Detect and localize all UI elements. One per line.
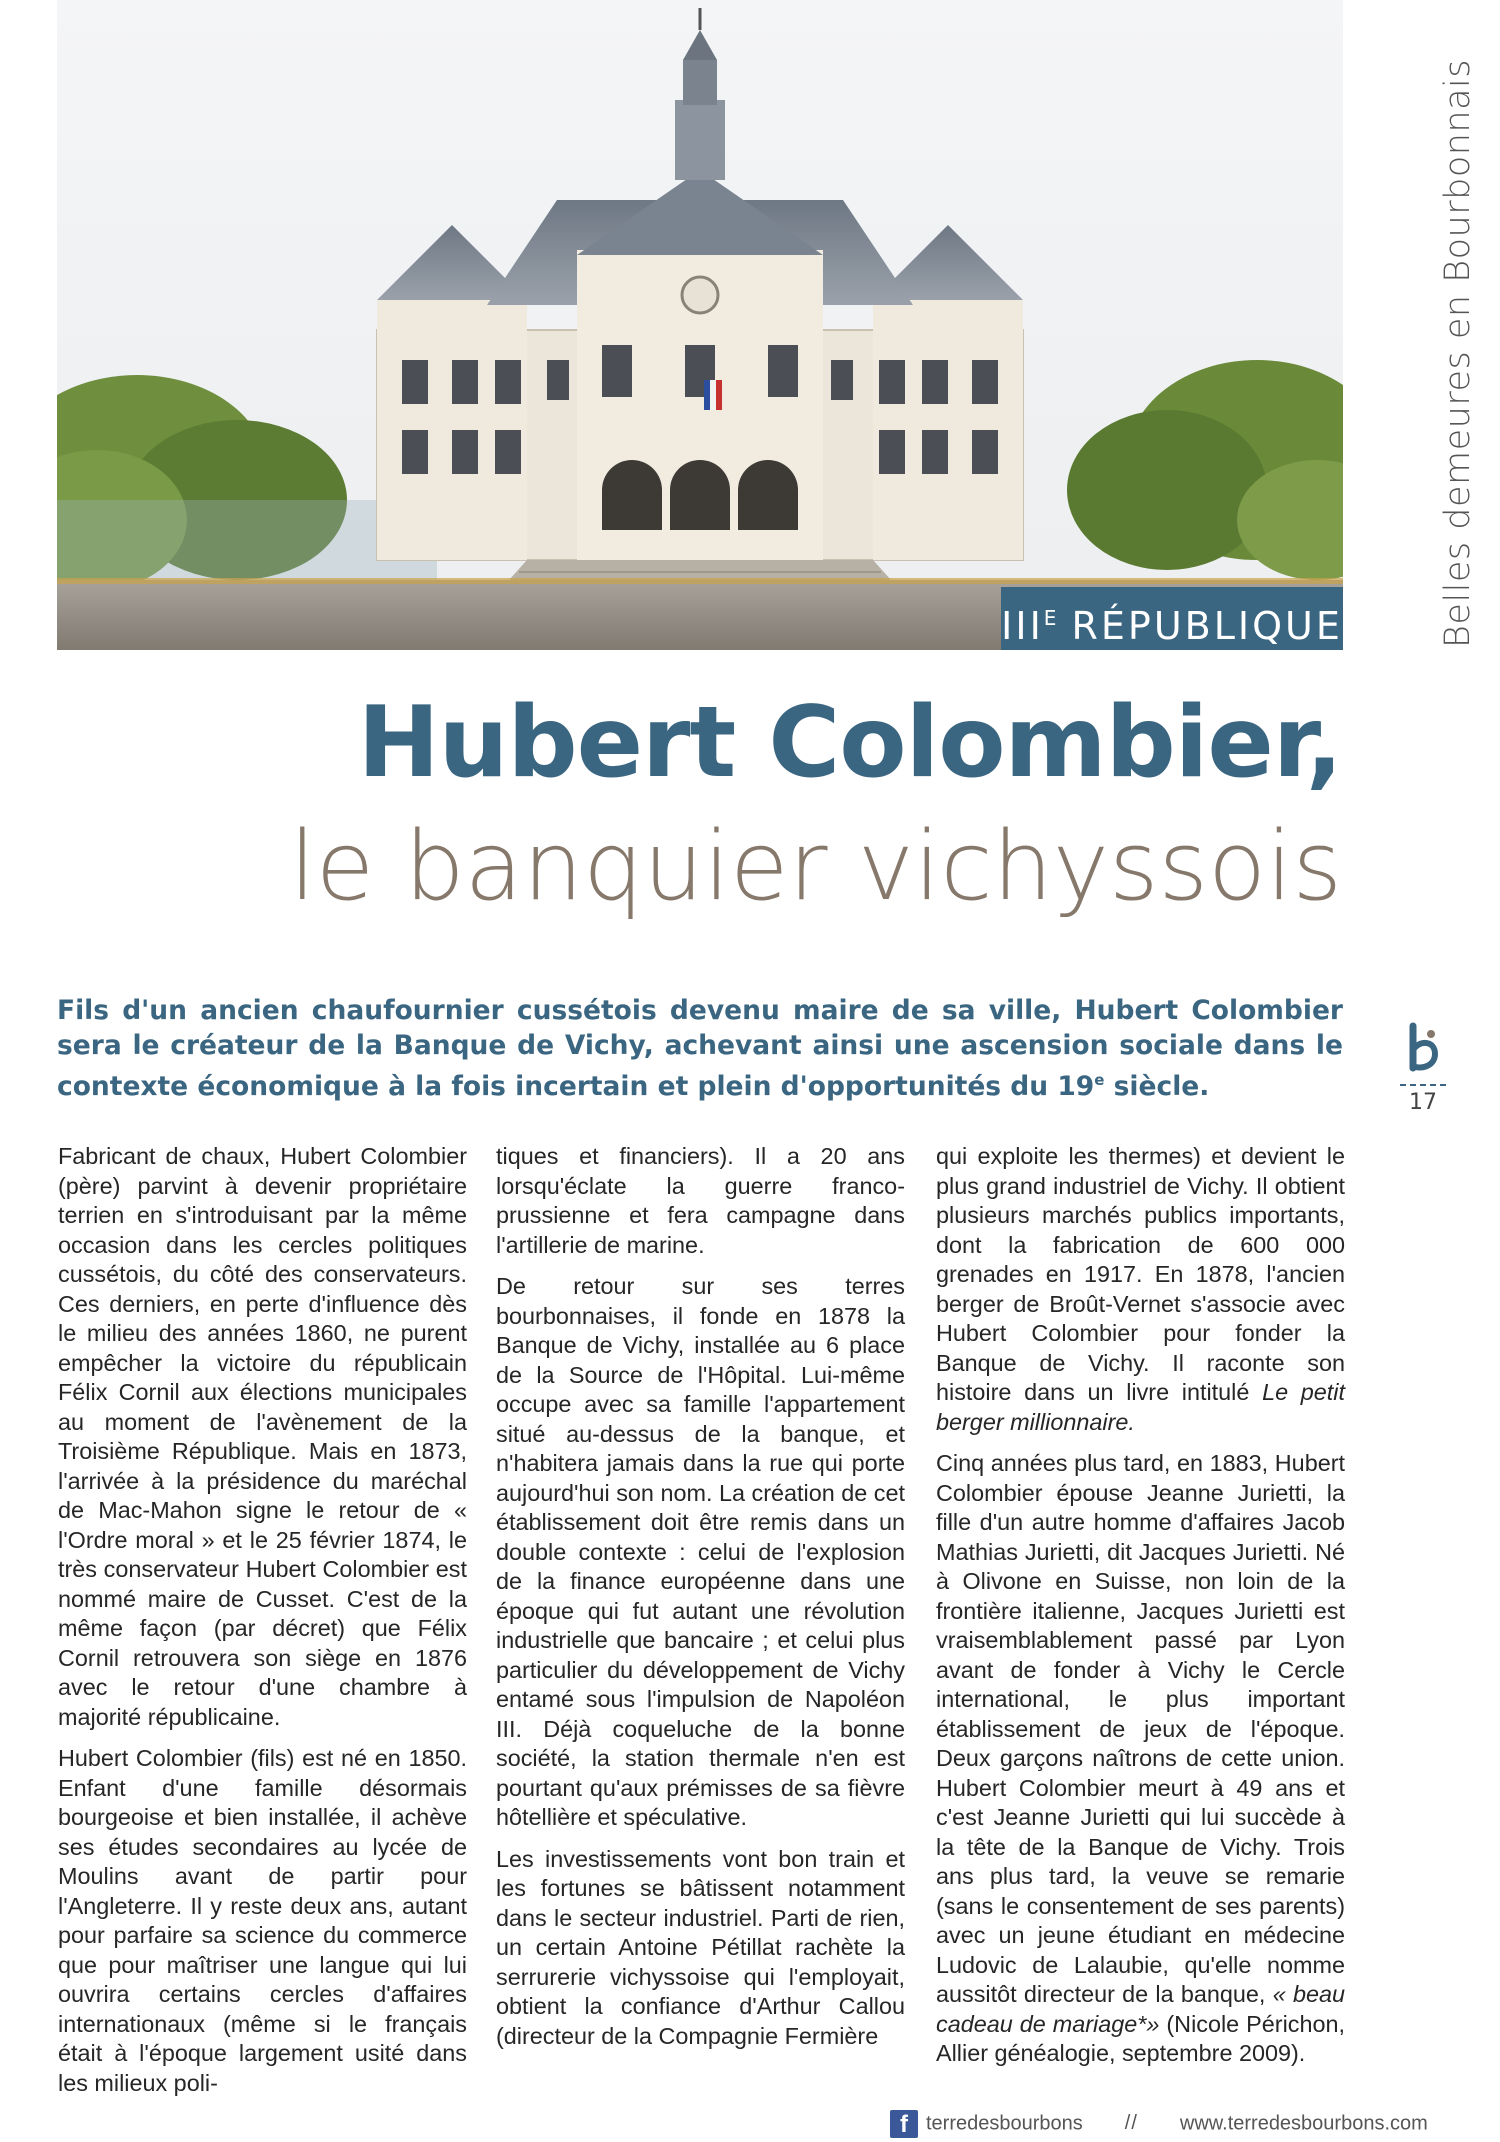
section-tag-suffix: RÉPUBLIQUE [1056,604,1343,648]
facebook-handle[interactable]: terredesbourbons [926,2112,1083,2135]
paragraph-text: Cinq années plus tard, en 1883, Hubert Colombier épouse Jeanne Jurietti, la fille d'un autre homme d'affaires Jacob Mathias Jurietti, dit Jacques Jurietti. Né à Olivone en Suisse, non loin de la frontière italienne, Jacques Jurietti est vraisemblablement passé par Lyon avant de fonder à Vichy le Cercle international, le plus important établissement de jeux de l'époque. Deux garçons naîtrons de cette union. Hubert Colombier meurt à 49 ans et c'est Jeanne Jurietti qui lui succède à la tête de la Banque de Vichy. Trois ans plus tard, la veuve se remarie (sans le consentement de ses parents) avec un jeune étudiant en médecine Ludovic de Lalaubie, qu'elle nomme aussitôt directeur de la banque, [936,1450,1345,2007]
column-3 [936,1142,1345,2081]
paragraph-text: qui exploite les thermes) et devient le plus grand industriel de Vichy. Il obtient plusieurs marchés publics importants, dont la fabrication de 600 000 grenades en 1917. En 1878, l'ancien berger de Broût-Vernet s'associe avec Hubert Colombier pour fonder la Banque de Vichy. Il raconte son histoire dans un livre intitulé [936,1143,1345,1405]
article-subtitle: le banquier vichyssois [289,812,1342,922]
lead-text-end: siècle. [1104,1070,1210,1102]
section-tag-prefix: III [1001,604,1044,648]
hero-photo-town-hall [57,0,1343,650]
page-badge [1398,1022,1448,1115]
book-title: Le petit berger millionnaire. [936,1379,1345,1435]
footer-separator: // [1124,2112,1138,2135]
lead-sup: e [1094,1071,1105,1089]
quote: « beau cadeau de mariage*» [936,1981,1345,2037]
badge-divider [1400,1084,1446,1086]
paragraph: Fabricant de chaux, Hubert Colombier (père) parvint à devenir propriétaire terrien en s'introduisant par la même occasion dans les cercles politiques cussétois, du côté des conservateurs. Ces derniers, en perte d'influence dès le milieu des années 1860, ne purent empêcher la victoire du républicain Félix Cornil aux élections municipales au moment de l'avènement de la Troisième République. Mais en 1873, l'arrivée à la présidence du maréchal de Mac-Mahon signe le retour de « l'Ordre moral » et le 25 février 1874, le très conservateur Hubert Colombier est nommé maire de Cusset. C'est de la même façon (par décret) que Félix Cornil retrouvera son siège en 1876 avec le retour d'une chambre à majorité républicaine. [58,1143,467,1730]
article-lead [57,993,1343,1104]
facebook-icon[interactable]: f [890,2110,918,2138]
magazine-logo-icon [1405,1022,1441,1074]
page-footer [890,2110,1428,2138]
citation: (Nicole Périchon, Allier généalogie, septembre 2009). [936,2010,1345,2066]
section-tag [1001,587,1343,650]
website-link[interactable]: www.terredesbourbons.com [1179,2112,1428,2135]
paragraph: Les investissements vont bon train et les fortunes se bâtissent notamment dans le secteur industriel. Parti de rien, un certain Antoine Pétillat rachète la serrurerie vichyssoise qui l'employait, obtient la confiance d'Arthur Callou (directeur de la Compagnie Fermière [496,1845,905,2049]
paragraph: Hubert Colombier (fils) est né en 1850. Enfant d'une famille désormais bourgeoise et bien installée, il achève ses études secondaires au lycée de Moulins avant de partir pour l'Angleterre. Il y reste deux ans, autant pour parfaire sa science du commerce que pour maîtriser une langue qui lui ouvrira certains cercles d'affaires internationaux (même si le français était à l'époque largement usité dans les milieux poli- [58,1745,467,2096]
magazine-rubric: Belles demeures en Bourbonnais [1438,58,1478,648]
column-1 [58,1142,467,2110]
paragraph: tiques et financiers). Il a 20 ans lorsqu'éclate la guerre franco-prussienne et fera campagne dans l'artillerie de marine. [496,1143,905,1258]
article-title: Hubert Colombier, [357,686,1342,800]
page-number: 17 [1409,1090,1437,1115]
section-tag-sup: E [1043,606,1057,630]
lead-text: Fils d'un ancien chaufournier cussétois devenu maire de sa ville, Hubert Colombier sera le créateur de la Banque de Vichy, achevant ainsi une ascension sociale dans le contexte économique à la fois incertain et plein d'opportunités du 19 [57,995,1343,1102]
paragraph: De retour sur ses terres bourbonnaises, il fonde en 1878 la Banque de Vichy, installée au 6 place de la Source de l'Hôpital. Lui-même occupe avec sa famille l'appartement situé au-dessus de la banque, et n'habitera jamais dans la rue qui porte aujourd'hui son nom. La création de cet établissement doit être remis dans un double contexte : celui de l'explosion de la finance européenne dans une époque qui fut autant une révolution industrielle que bancaire ; et celui plus particulier du développement de Vichy entamé sous l'impulsion de Napoléon III. Déjà coqueluche de la bonne société, la station thermale n'en est pourtant qu'aux prémisses de sa fièvre hôtellière et spéculative. [496,1273,905,1830]
column-2 [496,1142,905,2063]
paragraph [936,1142,1345,1437]
paragraph [936,1449,1345,2069]
